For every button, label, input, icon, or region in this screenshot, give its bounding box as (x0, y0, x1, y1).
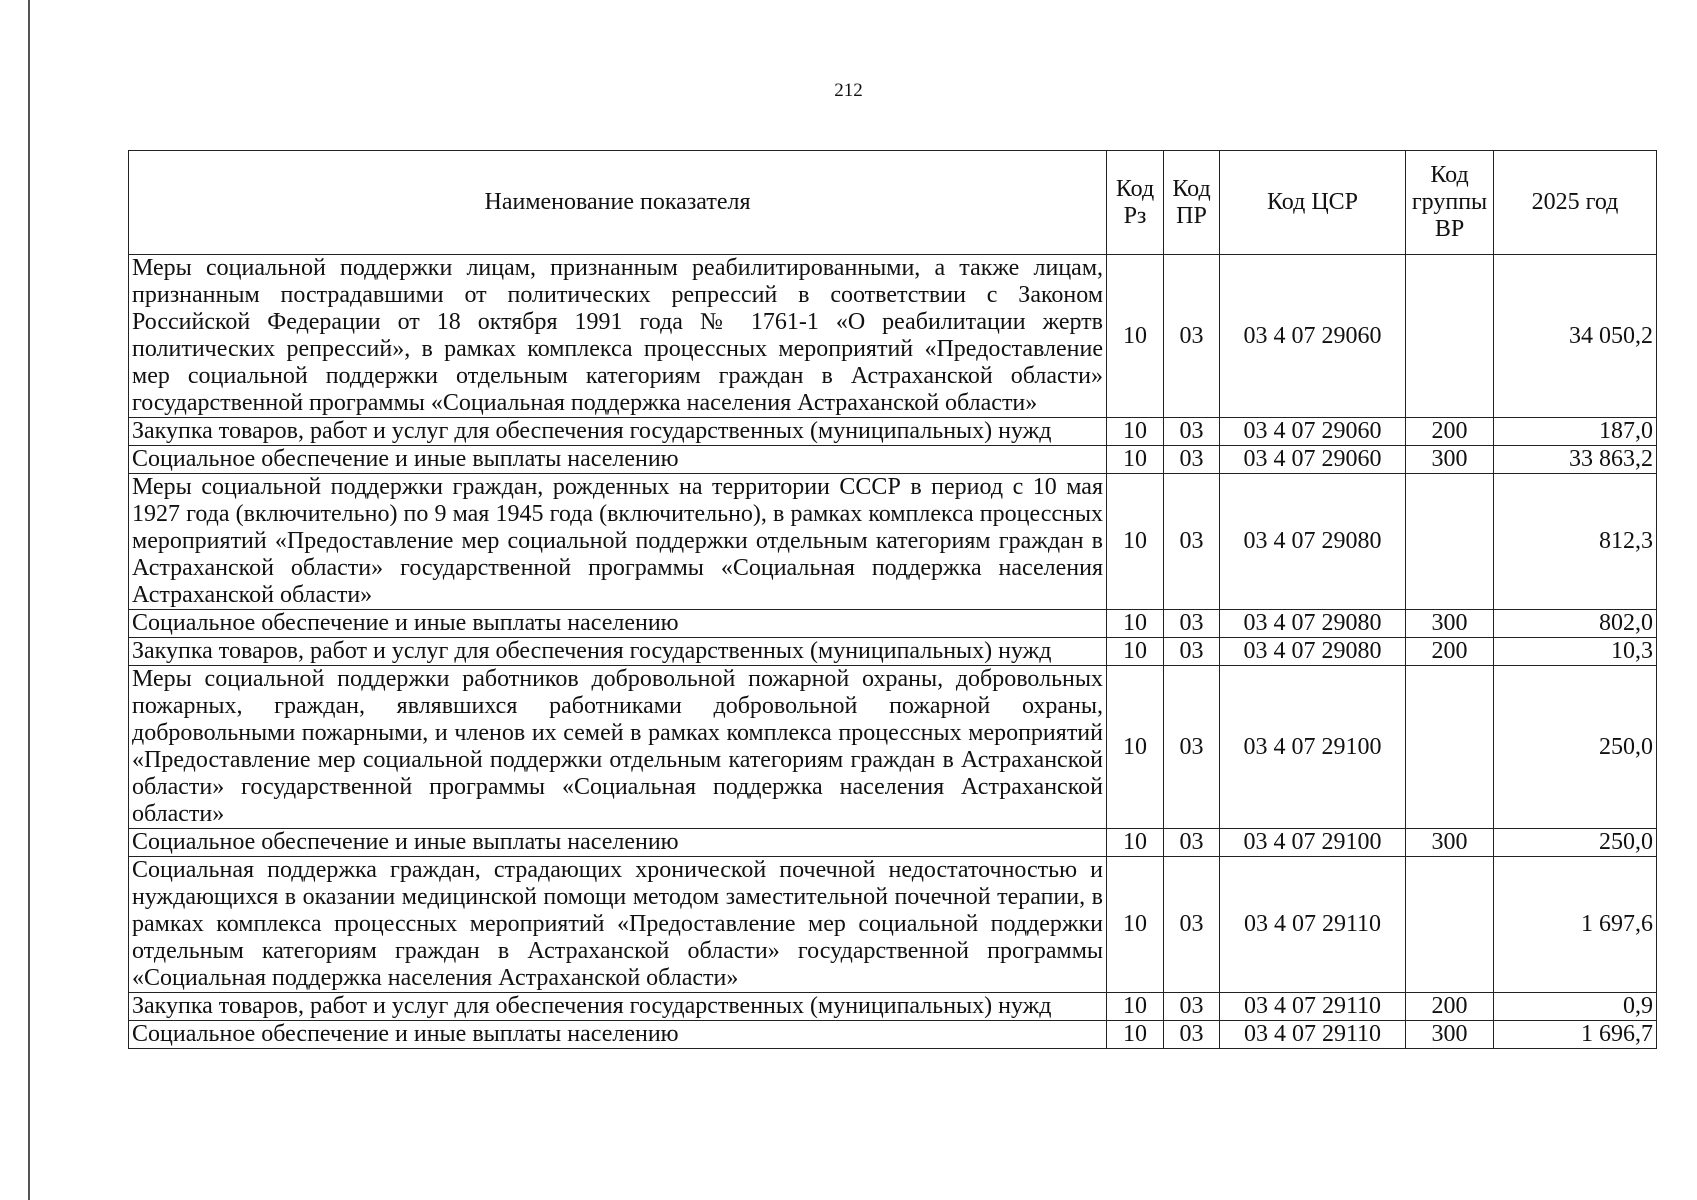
table-row (129, 474, 1657, 610)
row-pr: 03 (1164, 418, 1220, 446)
row-amount: 1 697,6 (1494, 857, 1657, 993)
table-row (129, 255, 1657, 418)
row-vr: 300 (1406, 829, 1494, 857)
row-csr: 03 4 07 29110 (1220, 1021, 1406, 1049)
row-rz: 10 (1107, 1021, 1164, 1049)
row-amount: 802,0 (1494, 610, 1657, 638)
row-vr (1406, 255, 1494, 418)
row-pr: 03 (1164, 993, 1220, 1021)
row-pr: 03 (1164, 666, 1220, 829)
table-row (129, 638, 1657, 666)
row-rz: 10 (1107, 474, 1164, 610)
row-name: Социальное обеспечение и иные выплаты населению (129, 1021, 1107, 1049)
table-header (129, 151, 1657, 255)
row-vr: 300 (1406, 1021, 1494, 1049)
row-csr: 03 4 07 29060 (1220, 446, 1406, 474)
row-name: Социальное обеспечение и иные выплаты населению (129, 446, 1107, 474)
row-rz: 10 (1107, 418, 1164, 446)
table-row (129, 829, 1657, 857)
row-pr: 03 (1164, 255, 1220, 418)
row-amount: 10,3 (1494, 638, 1657, 666)
header-csr: Код ЦСР (1220, 151, 1406, 255)
row-pr: 03 (1164, 638, 1220, 666)
row-amount: 187,0 (1494, 418, 1657, 446)
table-row (129, 446, 1657, 474)
row-csr: 03 4 07 29110 (1220, 993, 1406, 1021)
row-name: Социальная поддержка граждан, страдающих хронической почечной недостаточностью и нуждающихся в оказании медицинской помощи методом заместительной почечной терапии, в рамках комплекса процессных мероприятий «Предоставление мер социальной поддержки отдельным категориям граждан в Астраханской области» государственной программы «Социальная поддержка населения Астраханской области» (129, 857, 1107, 993)
row-pr: 03 (1164, 610, 1220, 638)
binding-margin-line (28, 0, 30, 1200)
row-amount: 34 050,2 (1494, 255, 1657, 418)
row-name: Социальное обеспечение и иные выплаты населению (129, 829, 1107, 857)
row-amount: 33 863,2 (1494, 446, 1657, 474)
row-pr: 03 (1164, 446, 1220, 474)
table-row (129, 418, 1657, 446)
table-row (129, 610, 1657, 638)
header-name: Наименование показателя (129, 151, 1107, 255)
row-csr: 03 4 07 29110 (1220, 857, 1406, 993)
row-vr: 300 (1406, 446, 1494, 474)
row-vr: 200 (1406, 638, 1494, 666)
row-amount: 250,0 (1494, 829, 1657, 857)
row-name: Закупка товаров, работ и услуг для обеспечения государственных (муниципальных) нужд (129, 993, 1107, 1021)
row-name: Меры социальной поддержки работников добровольной пожарной охраны, добровольных пожарных, граждан, являвшихся работниками добровольной пожарной охраны, добровольными пожарными, и членов их семей в рамках комплекса процессных мероприятий «Предоставление мер социальной поддержки отдельным категориям граждан в Астраханской области» государственной программы «Социальная поддержка населения Астраханской области» (129, 666, 1107, 829)
row-vr (1406, 474, 1494, 610)
row-vr: 200 (1406, 993, 1494, 1021)
header-vr: Код группы ВР (1406, 151, 1494, 255)
row-rz: 10 (1107, 993, 1164, 1021)
row-csr: 03 4 07 29080 (1220, 474, 1406, 610)
row-name: Закупка товаров, работ и услуг для обеспечения государственных (муниципальных) нужд (129, 418, 1107, 446)
row-csr: 03 4 07 29060 (1220, 418, 1406, 446)
row-amount: 0,9 (1494, 993, 1657, 1021)
row-vr (1406, 666, 1494, 829)
row-rz: 10 (1107, 857, 1164, 993)
table-row (129, 857, 1657, 993)
header-row (129, 151, 1657, 255)
row-amount: 812,3 (1494, 474, 1657, 610)
row-rz: 10 (1107, 610, 1164, 638)
table-row (129, 993, 1657, 1021)
row-pr: 03 (1164, 474, 1220, 610)
row-rz: 10 (1107, 255, 1164, 418)
page-number: 212 (834, 80, 863, 101)
row-vr: 200 (1406, 418, 1494, 446)
row-csr: 03 4 07 29100 (1220, 666, 1406, 829)
row-csr: 03 4 07 29080 (1220, 610, 1406, 638)
row-rz: 10 (1107, 829, 1164, 857)
row-amount: 1 696,7 (1494, 1021, 1657, 1049)
header-year: 2025 год (1494, 151, 1657, 255)
row-name: Меры социальной поддержки граждан, рожденных на территории СССР в период с 10 мая 1927 года (включительно) по 9 мая 1945 года (включительно), в рамках комплекса процессных мероприятий «Предоставление мер социальной поддержки отдельным категориям граждан в Астраханской области» государственной программы «Социальная поддержка населения Астраханской области» (129, 474, 1107, 610)
row-amount: 250,0 (1494, 666, 1657, 829)
row-csr: 03 4 07 29060 (1220, 255, 1406, 418)
row-vr (1406, 857, 1494, 993)
header-pr: Код ПР (1164, 151, 1220, 255)
row-rz: 10 (1107, 638, 1164, 666)
row-pr: 03 (1164, 857, 1220, 993)
header-rz: Код Рз (1107, 151, 1164, 255)
row-name: Закупка товаров, работ и услуг для обеспечения государственных (муниципальных) нужд (129, 638, 1107, 666)
row-vr: 300 (1406, 610, 1494, 638)
row-rz: 10 (1107, 446, 1164, 474)
row-csr: 03 4 07 29100 (1220, 829, 1406, 857)
row-name: Социальное обеспечение и иные выплаты населению (129, 610, 1107, 638)
row-rz: 10 (1107, 666, 1164, 829)
budget-table (128, 150, 1657, 1049)
table-row (129, 666, 1657, 829)
row-pr: 03 (1164, 1021, 1220, 1049)
row-csr: 03 4 07 29080 (1220, 638, 1406, 666)
table-body (129, 255, 1657, 1049)
row-name: Меры социальной поддержки лицам, признанным реабилитированными, а также лицам, признанным пострадавшими от политических репрессий в соответствии с Законом Российской Федерации от 18 октября 1991 года № 1761-1 «О реабилитации жертв политических репрессий», в рамках комплекса процессных мероприятий «Предоставление мер социальной поддержки отдельным категориям граждан в Астраханской области» государственной программы «Социальная поддержка населения Астраханской области» (129, 255, 1107, 418)
row-pr: 03 (1164, 829, 1220, 857)
table-row (129, 1021, 1657, 1049)
